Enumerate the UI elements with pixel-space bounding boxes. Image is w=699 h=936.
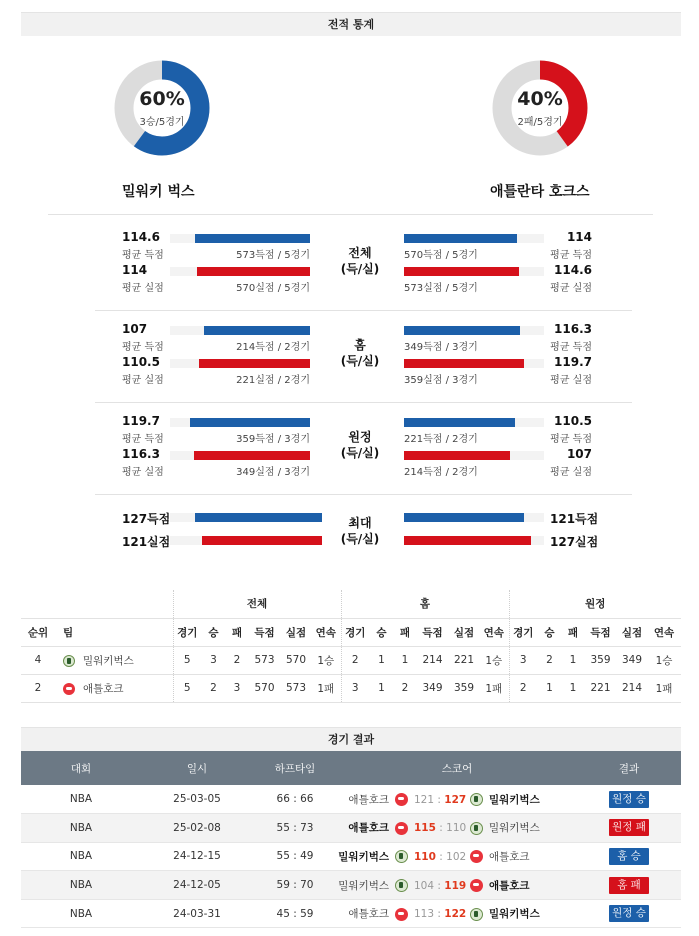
stat-category-label: 원정	[348, 430, 372, 444]
left-avg-lost-label: 평균 실점	[122, 467, 164, 478]
left-score-bar	[190, 418, 310, 427]
right-avg-score: 114	[566, 230, 592, 244]
stat-cell: 1	[369, 674, 394, 702]
stat-cell: 2	[341, 646, 369, 674]
rank-header: 순위	[21, 618, 55, 646]
team-name: 밀워키벅스	[83, 654, 134, 667]
right-score-caption: 570득점 / 5경기	[404, 250, 478, 261]
divider	[95, 402, 632, 403]
left-lost-caption: 221실점 / 2경기	[236, 375, 310, 386]
col-header: 연속	[479, 618, 509, 646]
home-team[interactable]: 밀워키벅스	[338, 879, 389, 892]
col-header: 승	[537, 618, 562, 646]
left-avg-lost-label: 평균 실점	[122, 283, 164, 294]
away-points: 127	[444, 793, 467, 806]
col-header: 실점	[449, 618, 479, 646]
left-score-caption: 214득점 / 2경기	[236, 342, 310, 353]
stat-category	[320, 429, 400, 461]
stat-cell: 3	[201, 646, 226, 674]
right-avg-lost-label: 평균 실점	[550, 375, 592, 386]
away-team[interactable]: 밀워키벅스	[489, 908, 540, 921]
right-score-caption: 221득점 / 2경기	[404, 434, 478, 445]
hawks-logo-icon	[395, 822, 408, 835]
col-header: 실점	[617, 618, 647, 646]
result-badge: 원정 승	[609, 791, 649, 808]
right-avg-lost: 114.6	[554, 263, 592, 277]
stat-cell: 349	[416, 674, 449, 702]
stat-cell: 1	[369, 646, 394, 674]
stat-cell: 3	[341, 674, 369, 702]
max-cat-sub: (득/실)	[340, 532, 380, 546]
home-points: 121	[414, 793, 435, 806]
right-avg-score-label: 평균 득점	[550, 250, 592, 261]
bucks-logo-icon	[470, 908, 483, 921]
result-cell	[577, 814, 681, 843]
team-cell[interactable]	[55, 646, 173, 674]
bucks-logo-icon	[395, 879, 408, 892]
halftime-cell: 45 : 59	[253, 899, 337, 928]
left-score-caption: 573득점 / 5경기	[236, 250, 310, 261]
hawks-logo-icon	[395, 793, 408, 806]
right-lost-bar	[404, 267, 519, 276]
stat-cell: 221	[449, 646, 479, 674]
away-team[interactable]: 애틀호크	[489, 850, 530, 863]
league-cell: NBA	[21, 842, 141, 871]
right-pct-label: 40%	[517, 88, 563, 110]
results-section-title: 경기 결과	[21, 727, 681, 751]
right-lost-caption: 359실점 / 3경기	[404, 375, 478, 386]
max-left-score-bar	[195, 513, 322, 522]
right-score-caption: 349득점 / 3경기	[404, 342, 478, 353]
stat-cell: 214	[416, 646, 449, 674]
col-header: 연속	[311, 618, 341, 646]
divider	[48, 214, 653, 215]
home-points: 104	[414, 879, 435, 892]
right-avg-score: 116.3	[554, 322, 592, 336]
away-points: 102	[446, 850, 467, 863]
result-badge: 원정 패	[609, 819, 649, 836]
max-right-score-bar	[404, 513, 524, 522]
stat-cell: 1패	[647, 674, 681, 702]
col-header: 득점	[584, 618, 617, 646]
max-right-lost-bar	[404, 536, 531, 545]
right-pct-sub: 2패/5경기	[517, 117, 563, 128]
score-cell: 밀워키벅스 110 : 102 애틀호크	[337, 842, 577, 871]
max-left-score: 127득점	[122, 512, 171, 526]
results-col-header: 대회	[21, 751, 141, 785]
stat-cell: 2	[226, 646, 248, 674]
result-badge: 홈 승	[609, 848, 649, 865]
left-lost-bar	[199, 359, 310, 368]
team-name: 애틀호크	[83, 682, 124, 695]
left-avg-score-label: 평균 득점	[122, 434, 164, 445]
away-points: 122	[444, 908, 467, 921]
stat-cell: 570	[281, 646, 311, 674]
stat-cell: 5	[173, 646, 201, 674]
results-col-header: 결과	[577, 751, 681, 785]
halftime-cell: 59 : 70	[253, 871, 337, 900]
table-row[interactable]	[21, 646, 681, 674]
stat-category	[320, 337, 400, 369]
left-avg-score-label: 평균 득점	[122, 342, 164, 353]
result-row[interactable]	[21, 814, 681, 843]
left-avg-score-label: 평균 득점	[122, 250, 164, 261]
left-pct-label: 60%	[139, 88, 185, 110]
stat-category-label: 전체	[348, 246, 372, 260]
halftime-cell: 66 : 66	[253, 785, 337, 814]
results-table	[21, 751, 681, 928]
stat-cell: 1	[562, 646, 584, 674]
right-score-bar	[404, 418, 515, 427]
right-avg-score-label: 평균 득점	[550, 342, 592, 353]
right-team-name[interactable]: 애틀란타 호크스	[490, 184, 590, 200]
stat-cell: 570	[248, 674, 281, 702]
home-points: 110	[414, 850, 436, 863]
left-team-donut	[114, 60, 210, 156]
left-lost-caption: 570실점 / 5경기	[236, 283, 310, 294]
col-header: 득점	[416, 618, 449, 646]
bucks-logo-icon	[470, 793, 483, 806]
home-team[interactable]: 애틀호크	[348, 822, 389, 835]
result-row[interactable]	[21, 785, 681, 814]
max-left-lost: 121실점	[122, 535, 171, 549]
date-cell: 25-02-08	[141, 814, 253, 843]
result-row[interactable]	[21, 842, 681, 871]
stat-cell: 5	[173, 674, 201, 702]
right-avg-score: 110.5	[554, 414, 592, 428]
left-avg-score: 119.7	[122, 414, 160, 428]
left-avg-score: 107	[122, 322, 148, 336]
away-points: 119	[444, 879, 467, 892]
max-cat-label: 최대	[348, 516, 372, 530]
score-cell: 애틀호크 113 : 122 밀워키벅스	[337, 899, 577, 928]
stat-category-sub: (득/실)	[340, 446, 380, 460]
league-cell: NBA	[21, 871, 141, 900]
away-team[interactable]: 밀워키벅스	[489, 793, 540, 806]
max-right-lost: 127실점	[550, 535, 599, 549]
right-avg-lost: 107	[566, 447, 592, 461]
stat-cell: 1승	[311, 646, 341, 674]
stat-cell: 2	[509, 674, 537, 702]
team-cell[interactable]	[55, 674, 173, 702]
score-cell: 애틀호크 115 : 110 밀워키벅스	[337, 814, 577, 843]
col-header: 패	[562, 618, 584, 646]
away-team[interactable]: 애틀호크	[489, 879, 530, 892]
left-score-bar	[195, 234, 310, 243]
left-lost-bar	[194, 451, 310, 460]
stat-cell: 1	[394, 646, 416, 674]
halftime-cell: 55 : 73	[253, 814, 337, 843]
right-score-bar	[404, 234, 517, 243]
results-col-header: 스코어	[337, 751, 577, 785]
away-team[interactable]: 밀워키벅스	[489, 822, 540, 835]
col-header: 경기	[341, 618, 369, 646]
left-avg-lost-label: 평균 실점	[122, 375, 164, 386]
left-avg-lost: 110.5	[122, 355, 160, 369]
league-cell: NBA	[21, 785, 141, 814]
result-row[interactable]	[21, 871, 681, 900]
stat-cell: 1	[562, 674, 584, 702]
score-cell: 밀워키벅스 104 : 119 애틀호크	[337, 871, 577, 900]
left-score-caption: 359득점 / 3경기	[236, 434, 310, 445]
hawks-logo-icon	[470, 879, 483, 892]
date-cell: 24-12-15	[141, 842, 253, 871]
bucks-logo-icon	[63, 655, 75, 667]
home-team[interactable]: 애틀호크	[348, 908, 389, 921]
stat-cell: 2	[201, 674, 226, 702]
left-avg-lost: 116.3	[122, 447, 160, 461]
away-points: 110	[446, 822, 467, 835]
right-lost-bar	[404, 359, 524, 368]
stat-category-label: 홈	[354, 338, 366, 352]
right-avg-lost: 119.7	[554, 355, 592, 369]
col-header: 경기	[173, 618, 201, 646]
hawks-logo-icon	[63, 683, 75, 695]
left-pct-sub: 3승/5경기	[139, 117, 185, 128]
max-left-lost-bar	[202, 536, 322, 545]
score-cell: 애틀호크 121 : 127 밀워키벅스	[337, 785, 577, 814]
left-team-name[interactable]: 밀워키 벅스	[122, 184, 195, 200]
right-lost-bar	[404, 451, 510, 460]
left-avg-lost: 114	[122, 263, 148, 277]
stat-cell: 573	[248, 646, 281, 674]
stat-category-sub: (득/실)	[340, 262, 380, 276]
stat-category-sub: (득/실)	[340, 354, 380, 368]
left-avg-score: 114.6	[122, 230, 160, 244]
stat-cell: 3	[509, 646, 537, 674]
home-team[interactable]: 밀워키벅스	[338, 850, 389, 863]
group-home: 홈	[341, 590, 509, 618]
stat-cell: 1	[537, 674, 562, 702]
league-cell: NBA	[21, 814, 141, 843]
date-cell: 24-03-31	[141, 899, 253, 928]
stat-cell: 573	[281, 674, 311, 702]
result-cell	[577, 842, 681, 871]
result-row[interactable]	[21, 899, 681, 928]
table-row[interactable]	[21, 674, 681, 702]
result-cell	[577, 871, 681, 900]
date-cell: 24-12-05	[141, 871, 253, 900]
col-header: 연속	[647, 618, 681, 646]
rank-cell: 4	[21, 646, 55, 674]
col-header: 경기	[509, 618, 537, 646]
stat-cell: 349	[617, 646, 647, 674]
stat-cell: 1패	[311, 674, 341, 702]
stat-cell: 214	[617, 674, 647, 702]
stat-cell: 359	[449, 674, 479, 702]
hawks-logo-icon	[470, 850, 483, 863]
home-team[interactable]: 애틀호크	[348, 793, 389, 806]
league-cell: NBA	[21, 899, 141, 928]
group-away: 원정	[509, 590, 681, 618]
stat-cell: 2	[537, 646, 562, 674]
home-points: 115	[414, 822, 436, 835]
right-avg-lost-label: 평균 실점	[550, 467, 592, 478]
stat-cell: 1패	[479, 674, 509, 702]
result-badge: 원정 승	[609, 905, 649, 922]
result-cell	[577, 899, 681, 928]
right-lost-caption: 214득점 / 2경기	[404, 467, 478, 478]
left-score-bar	[204, 326, 310, 335]
standings-table	[21, 590, 681, 703]
record-section-title: 전적 통계	[21, 12, 681, 36]
bucks-logo-icon	[470, 822, 483, 835]
result-badge: 홈 패	[609, 877, 649, 894]
stat-cell: 1승	[647, 646, 681, 674]
stat-cell: 1승	[479, 646, 509, 674]
rank-cell: 2	[21, 674, 55, 702]
result-cell	[577, 785, 681, 814]
col-header: 패	[226, 618, 248, 646]
home-points: 113	[414, 908, 435, 921]
stat-category	[320, 245, 400, 277]
stat-cell: 3	[226, 674, 248, 702]
stat-cell: 221	[584, 674, 617, 702]
right-avg-score-label: 평균 득점	[550, 434, 592, 445]
results-col-header: 일시	[141, 751, 253, 785]
right-team-donut	[492, 60, 588, 156]
date-cell: 25-03-05	[141, 785, 253, 814]
col-header: 실점	[281, 618, 311, 646]
hawks-logo-icon	[395, 908, 408, 921]
stat-cell: 359	[584, 646, 617, 674]
stat-cell: 2	[394, 674, 416, 702]
divider	[95, 310, 632, 311]
right-avg-lost-label: 평균 실점	[550, 283, 592, 294]
bucks-logo-icon	[395, 850, 408, 863]
team-header: 팀	[55, 618, 173, 646]
right-score-bar	[404, 326, 520, 335]
col-header: 승	[369, 618, 394, 646]
group-total: 전체	[173, 590, 341, 618]
col-header: 승	[201, 618, 226, 646]
divider	[95, 494, 632, 495]
col-header: 패	[394, 618, 416, 646]
max-right-score: 121득점	[550, 512, 599, 526]
results-col-header: 하프타임	[253, 751, 337, 785]
left-lost-caption: 349실점 / 3경기	[236, 467, 310, 478]
right-lost-caption: 573실점 / 5경기	[404, 283, 478, 294]
max-category	[320, 515, 400, 547]
col-header: 득점	[248, 618, 281, 646]
left-lost-bar	[197, 267, 310, 276]
halftime-cell: 55 : 49	[253, 842, 337, 871]
